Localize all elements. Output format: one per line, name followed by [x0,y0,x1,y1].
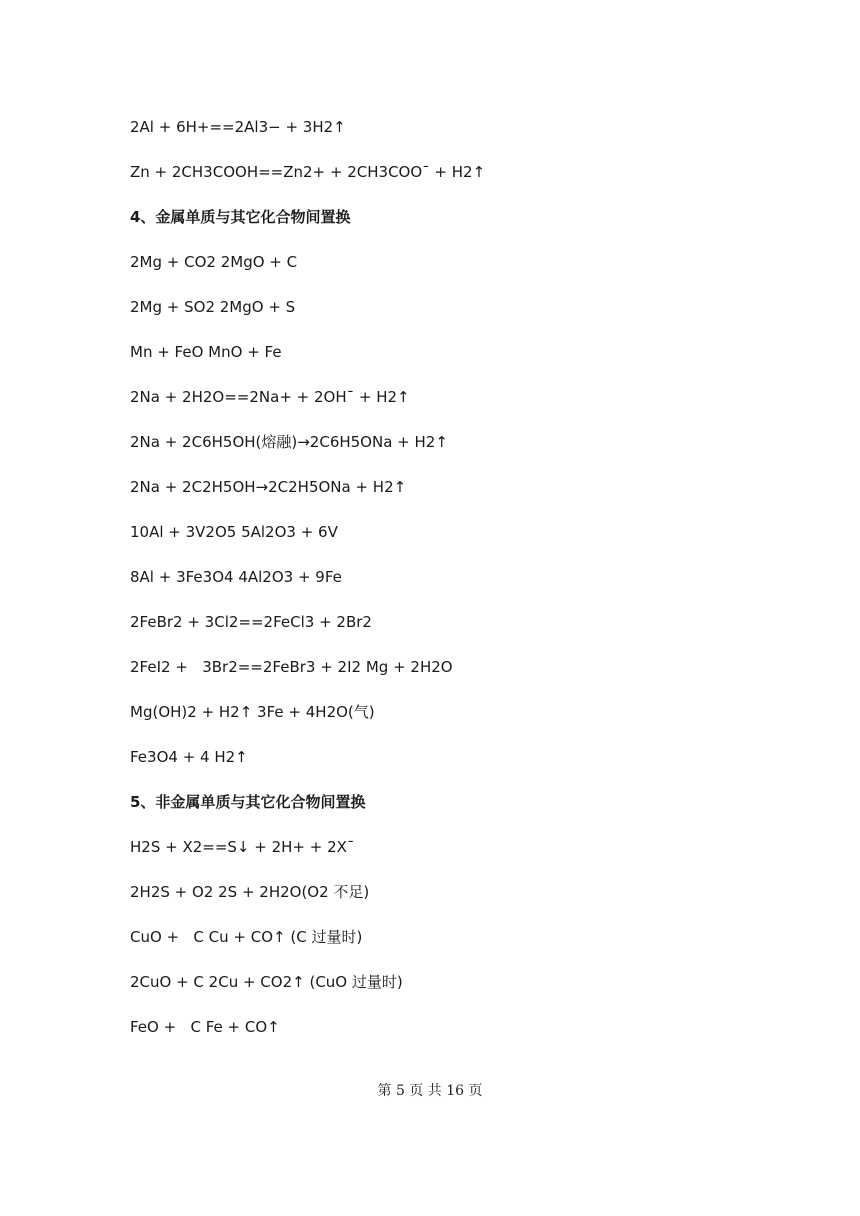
equation-list [130,116,810,1061]
equation-line: Zn + 2CH3COOH==Zn2+ + 2CH3COO¯ + H2↑ [130,163,486,181]
equation-line: 2FeBr2 + 3Cl2==2FeCl3 + 2Br2 [130,613,372,631]
equation-line: 2Mg + CO2 2MgO + C [130,253,298,271]
equation-line: 2Na + 2H2O==2Na+ + 2OH¯ + H2↑ [130,388,410,406]
equation-line: FeO + C Fe + CO↑ [130,1018,280,1036]
equation-line: 2Al + 6H+==2Al3− + 3H2↑ [130,118,346,136]
equation-line: 2CuO + C 2Cu + CO2↑ (CuO 过量时) [130,973,403,991]
equation-line: Fe3O4 + 4 H2↑ [130,748,248,766]
equation-line: CuO + C Cu + CO↑ (C 过量时) [130,928,363,946]
equation-line: Mg(OH)2 + H2↑ 3Fe + 4H2O(气) [130,703,375,721]
equation-line: H2S + X2==S↓ + 2H+ + 2X¯ [130,838,355,856]
equation-line: 2Na + 2C2H5OH→2C2H5ONa + H2↑ [130,478,407,496]
equation-line: Mn + FeO MnO + Fe [130,343,282,361]
section-heading: 4、金属单质与其它化合物间置换 [130,208,351,226]
equation-line: 10Al + 3V2O5 5Al2O3 + 6V [130,523,338,541]
equation-line: 2H2S + O2 2S + 2H2O(O2 不足) [130,883,370,901]
equation-line: 2FeI2 + 3Br2==2FeBr3 + 2I2 Mg + 2H2O [130,658,453,676]
equation-line: 8Al + 3Fe3O4 4Al2O3 + 9Fe [130,568,342,586]
equation-line: 2Na + 2C6H5OH(熔融)→2C6H5ONa + H2↑ [130,433,448,451]
section-heading: 5、非金属单质与其它化合物间置换 [130,793,366,811]
page-footer: 第 5 页 共 16 页 [377,1083,483,1099]
equation-line: 2Mg + SO2 2MgO + S [130,298,296,316]
